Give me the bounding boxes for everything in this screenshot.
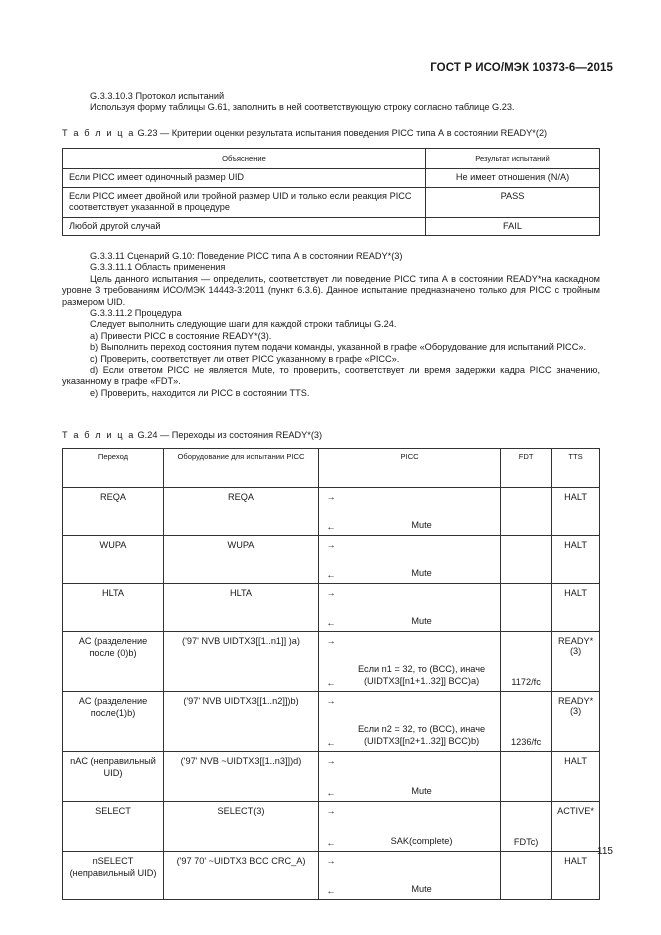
- transition-cell: WUPA: [63, 536, 164, 584]
- transition-cell: nSELECT (неправильный UID): [63, 852, 164, 900]
- arrow-right-cell: →: [319, 584, 344, 609]
- table-header-cell: Объяснение: [63, 149, 426, 169]
- tts-cell: READY*(3): [552, 632, 600, 692]
- scenario-section: [62, 251, 600, 399]
- caption-prefix: Т а б л и ц а: [62, 430, 135, 440]
- picc-response-cell: SAK(complete): [343, 826, 501, 852]
- arrow-right-cell: →: [319, 752, 344, 777]
- caption-prefix: Т а б л и ц а: [62, 128, 135, 138]
- section-heading: G.3.3.10.3 Протокол испытаний: [90, 91, 225, 101]
- command-cell: ('97' NVB UIDTX3[[1..n1]] )a): [164, 632, 319, 692]
- table-row: [63, 169, 600, 187]
- fdt-cell: [501, 876, 552, 900]
- command-cell: ('97' NVB ~UIDTX3[[1..n3]])d): [164, 752, 319, 802]
- caption-text: G.23 — Критерии оценки результата испытания поведения PICC типа А в состоянии READY*(2): [134, 128, 548, 138]
- protocol-section: [62, 91, 600, 114]
- table-row: [63, 802, 600, 827]
- tts-cell: HALT: [552, 536, 600, 584]
- picc-empty-cell: [343, 536, 501, 561]
- table-header-cell: FDT: [501, 449, 552, 488]
- transition-cell: HLTA: [63, 584, 164, 632]
- picc-response-cell: Если n2 = 32, то (BCC), иначе (UIDTX3[[n2+1..32]] BCC)b): [343, 720, 501, 752]
- table-caption-g23: [62, 128, 547, 138]
- table-row: [63, 488, 600, 513]
- picc-response-cell: Mute: [343, 608, 501, 632]
- table-row: [63, 187, 600, 217]
- fdt-cell: FDTc): [501, 826, 552, 852]
- picc-response-cell: Mute: [343, 776, 501, 802]
- fdt-empty-cell: [501, 584, 552, 609]
- section-heading: G.3.3.11.1 Область применения: [90, 262, 226, 273]
- fdt-empty-cell: [501, 488, 552, 513]
- command-cell: HLTA: [164, 584, 319, 632]
- fdt-empty-cell: [501, 536, 552, 561]
- fdt-cell: [501, 512, 552, 536]
- table-row: [63, 752, 600, 777]
- arrow-left-cell: ←: [319, 720, 344, 752]
- table-g24: [62, 448, 600, 900]
- picc-empty-cell: [343, 802, 501, 827]
- arrow-left-cell: ←: [319, 776, 344, 802]
- transition-cell: REQA: [63, 488, 164, 536]
- tts-cell: HALT: [552, 852, 600, 900]
- picc-empty-cell: [343, 488, 501, 513]
- arrow-left-cell: ←: [319, 660, 344, 692]
- arrow-left-cell: ←: [319, 826, 344, 852]
- picc-empty-cell: [343, 692, 501, 721]
- command-cell: ('97 70' ~UIDTX3 BCC CRC_A): [164, 852, 319, 900]
- table-header-cell: PICC: [319, 449, 501, 488]
- fdt-empty-cell: [501, 632, 552, 661]
- step-c: c) Проверить, соответствует ли ответ PICC указанному в графе «PICC».: [90, 353, 400, 364]
- table-row: [63, 692, 600, 721]
- fdt-empty-cell: [501, 802, 552, 827]
- fdt-cell: 1236/fc: [501, 720, 552, 752]
- picc-empty-cell: [343, 632, 501, 661]
- caption-text: G.24 — Переходы из состояния READY*(3): [134, 430, 323, 440]
- table-cell: Если PICC имеет двойной или тройной размер UID и только если реакция PICC соответствует указанной в процедуре: [63, 187, 426, 217]
- table-row: [63, 217, 600, 235]
- picc-response-cell: Mute: [343, 512, 501, 536]
- command-cell: ('97' NVB UIDTX3[[1..n2]])b): [164, 692, 319, 752]
- table-g23: [62, 148, 600, 236]
- table-header-cell: Переход: [63, 449, 164, 488]
- fdt-cell: [501, 608, 552, 632]
- section-text: Следует выполнить следующие шаги для каждой строки таблицы G.24.: [90, 319, 397, 330]
- step-b: b) Выполнить переход состояния путем подачи команды, указанной в графе «Оборудование для испытаний PICC».: [90, 342, 586, 353]
- table-cell: Не имеет отношения (N/A): [426, 169, 600, 187]
- picc-empty-cell: [343, 584, 501, 609]
- table-row: [63, 536, 600, 561]
- fdt-empty-cell: [501, 852, 552, 877]
- step-d: d) Если ответом PICC не является Mute, то проверить, соответствует ли время задержки кадра PICC значению, указанному в графе «FDT».: [62, 365, 600, 387]
- table-cell: PASS: [426, 187, 600, 217]
- section-text: Используя форму таблицы G.61, заполнить в ней соответствующую строку согласно таблице G.23.: [90, 102, 515, 113]
- command-cell: SELECT(3): [164, 802, 319, 852]
- arrow-left-cell: ←: [319, 560, 344, 584]
- document-header: ГОСТ Р ИСО/МЭК 10373-6—2015: [430, 62, 613, 74]
- arrow-right-cell: →: [319, 536, 344, 561]
- transition-cell: AC (разделение после (0)b): [63, 632, 164, 692]
- fdt-cell: [501, 560, 552, 584]
- table-caption-g24: [62, 430, 322, 440]
- section-heading: G.3.3.11 Сценарий G.10: Поведение PICC типа А в состоянии READY*(3): [90, 251, 403, 261]
- picc-response-cell: Mute: [343, 560, 501, 584]
- transition-cell: SELECT: [63, 802, 164, 852]
- table-cell: Если PICC имеет одиночный размер UID: [63, 169, 426, 187]
- page-number: 115: [597, 846, 613, 857]
- table-cell: Любой другой случай: [63, 217, 426, 235]
- table-cell: FAIL: [426, 217, 600, 235]
- picc-empty-cell: [343, 852, 501, 877]
- table-row: [63, 584, 600, 609]
- arrow-left-cell: ←: [319, 512, 344, 536]
- fdt-empty-cell: [501, 752, 552, 777]
- table-header-cell: TTS: [552, 449, 600, 488]
- transition-cell: nAC (неправильный UID): [63, 752, 164, 802]
- arrow-right-cell: →: [319, 692, 344, 721]
- arrow-left-cell: ←: [319, 876, 344, 900]
- tts-cell: ACTIVE*: [552, 802, 600, 852]
- tts-cell: HALT: [552, 752, 600, 802]
- table-header-cell: Оборудование для испытании PICC: [164, 449, 319, 488]
- command-cell: REQA: [164, 488, 319, 536]
- picc-response-cell: Mute: [343, 876, 501, 900]
- fdt-cell: 1172/fc: [501, 660, 552, 692]
- arrow-left-cell: ←: [319, 608, 344, 632]
- step-e: e) Проверить, находится ли PICC в состоянии TTS.: [90, 387, 310, 398]
- arrow-right-cell: →: [319, 852, 344, 877]
- arrow-right-cell: →: [319, 488, 344, 513]
- arrow-right-cell: →: [319, 802, 344, 827]
- section-text: Цель данного испытания — определить, соответствует ли поведение PICC типа А в состоянии READY*на каскадном уровне 3 требованиям ИСО/МЭК 14443-3:2011 (пункт 6.3.6). Данное испытание предназначено только для PICC с тройным размером UID.: [62, 273, 600, 307]
- picc-empty-cell: [343, 752, 501, 777]
- section-heading: G.3.3.11.2 Процедура: [90, 308, 182, 319]
- transition-cell: AC (разделение после(1)b): [63, 692, 164, 752]
- arrow-right-cell: →: [319, 632, 344, 661]
- command-cell: WUPA: [164, 536, 319, 584]
- table-row: [63, 852, 600, 877]
- picc-response-cell: Если n1 = 32, то (BCC), иначе (UIDTX3[[n1+1..32]] BCC)a): [343, 660, 501, 692]
- fdt-cell: [501, 776, 552, 802]
- tts-cell: HALT: [552, 488, 600, 536]
- tts-cell: HALT: [552, 584, 600, 632]
- table-header-cell: Результат испытаний: [426, 149, 600, 169]
- tts-cell: READY*(3): [552, 692, 600, 752]
- table-row: [63, 632, 600, 661]
- step-a: a) Привести PICC в состояние READY*(3).: [90, 330, 272, 341]
- fdt-empty-cell: [501, 692, 552, 721]
